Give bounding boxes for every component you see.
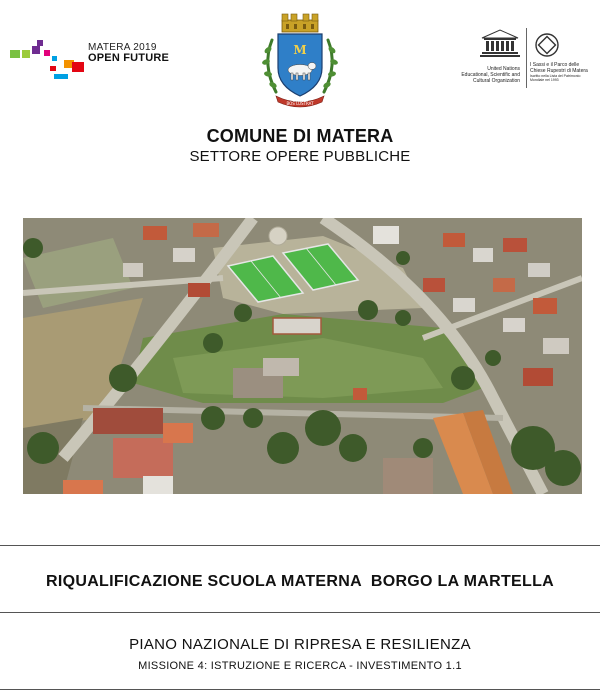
project-title: RIQUALIFICAZIONE SCUOLA MATERNA BORGO LA MARTELLA <box>46 573 554 590</box>
unesco-org-line2: Educational, Scientific and <box>461 72 520 78</box>
world-heritage-emblem-icon <box>534 32 560 58</box>
unesco-temple-icon <box>478 28 522 58</box>
pnrr-title: PIANO NAZIONALE DI RIPRESA E RESILIENZA <box>129 636 471 653</box>
svg-text:M: M <box>293 43 307 57</box>
unesco-site-line3: Iscritto nella Lista del Patrimonio Mondiale nel 1993 <box>530 74 581 82</box>
pnrr-subtitle: MISSIONE 4: ISTRUZIONE E RICERCA - INVESTIMENTO 1.1 <box>138 660 462 672</box>
unesco-logo <box>456 28 586 90</box>
matera-2019-text: MATERA 2019 <box>88 42 157 53</box>
svg-text:BOS LUSTRAT: BOS LUSTRAT <box>286 101 314 106</box>
unesco-org-line1: United Nations <box>487 66 520 72</box>
aerial-photo <box>23 218 582 494</box>
unesco-site-line1: I Sassi e il Parco delle <box>530 62 580 68</box>
open-future-text: OPEN FUTURE <box>88 52 170 64</box>
comune-title: COMUNE DI MATERA <box>206 126 394 146</box>
settore-subtitle: SETTORE OPERE PUBBLICHE <box>189 148 411 165</box>
unesco-site-line2: Chiese Rupestri di Matera <box>530 68 588 74</box>
matera-2019-logo <box>8 38 178 82</box>
unesco-org-line3: Cultural Organization <box>473 78 520 84</box>
divider-bottom <box>0 689 600 690</box>
coat-of-arms-icon <box>258 10 342 110</box>
divider-top <box>0 545 600 546</box>
divider-middle <box>0 612 600 613</box>
